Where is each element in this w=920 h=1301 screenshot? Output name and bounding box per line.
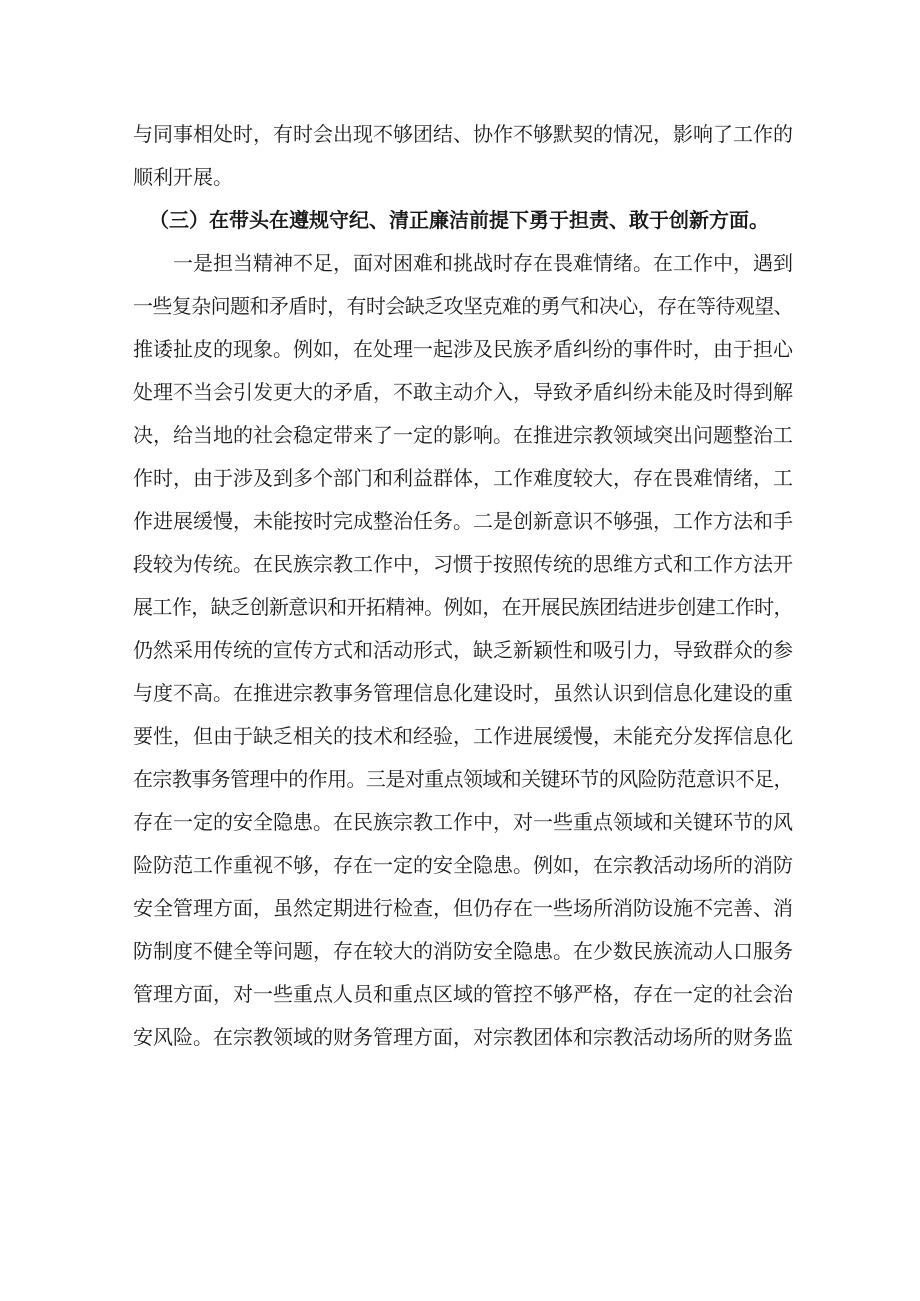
text-line: 与同事相处时，有时会出现不够团结、协作不够默契的情况，影响了工作的	[133, 122, 793, 146]
text-line: 展工作，缺乏创新意识和开拓精神。例如，在开展民族团结进步创建工作时，	[133, 595, 793, 619]
text-line: 安全管理方面，虽然定期进行检查，但仍存在一些场所消防设施不完善、消	[133, 896, 793, 920]
text-line: 在宗教事务管理中的作用。三是对重点领域和关键环节的风险防范意识不足，	[133, 767, 793, 791]
text-line: 管理方面，对一些重点人员和重点区域的管控不够严格，存在一定的社会治	[133, 982, 793, 1006]
text-line: 要性，但由于缺乏相关的技术和经验，工作进展缓慢，未能充分发挥信息化	[133, 724, 793, 748]
text-line: 段较为传统。在民族宗教工作中，习惯于按照传统的思维方式和工作方法开	[133, 552, 793, 576]
text-line: 一些复杂问题和矛盾时，有时会缺乏攻坚克难的勇气和决心，存在等待观望、	[133, 294, 793, 318]
document-body	[133, 113, 793, 1059]
text-line: 决，给当地的社会稳定带来了一定的影响。在推进宗教领域突出问题整治工	[133, 423, 793, 447]
text-line: 推诿扯皮的现象。例如，在处理一起涉及民族矛盾纠纷的事件时，由于担心	[133, 337, 793, 361]
text-line: 险防范工作重视不够，存在一定的安全隐患。例如，在宗教活动场所的消防	[133, 853, 793, 877]
text-line: 作进展缓慢，未能按时完成整治任务。二是创新意识不够强，工作方法和手	[133, 509, 793, 533]
text-line: 与度不高。在推进宗教事务管理信息化建设时，虽然认识到信息化建设的重	[133, 681, 793, 705]
text-line: 存在一定的安全隐患。在民族宗教工作中，对一些重点领域和关键环节的风	[133, 810, 793, 834]
text-line: 顺利开展。	[133, 165, 233, 189]
text-line: 安风险。在宗教领域的财务管理方面，对宗教团体和宗教活动场所的财务监	[133, 1025, 793, 1049]
text-line: 防制度不健全等问题，存在较大的消防安全隐患。在少数民族流动人口服务	[133, 939, 793, 963]
text-line: 处理不当会引发更大的矛盾，不敢主动介入，导致矛盾纠纷未能及时得到解	[133, 380, 793, 404]
text-line: 作时，由于涉及到多个部门和利益群体，工作难度较大，存在畏难情绪，工	[133, 466, 793, 490]
paragraph-first-line: 一是担当精神不足，面对困难和挑战时存在畏难情绪。在工作中，遇到	[173, 251, 793, 275]
section-heading: （三）在带头在遵规守纪、清正廉洁前提下勇于担责、敢于创新方面。	[149, 208, 769, 232]
text-line: 仍然采用传统的宣传方式和活动形式，缺乏新颖性和吸引力，导致群众的参	[133, 638, 793, 662]
